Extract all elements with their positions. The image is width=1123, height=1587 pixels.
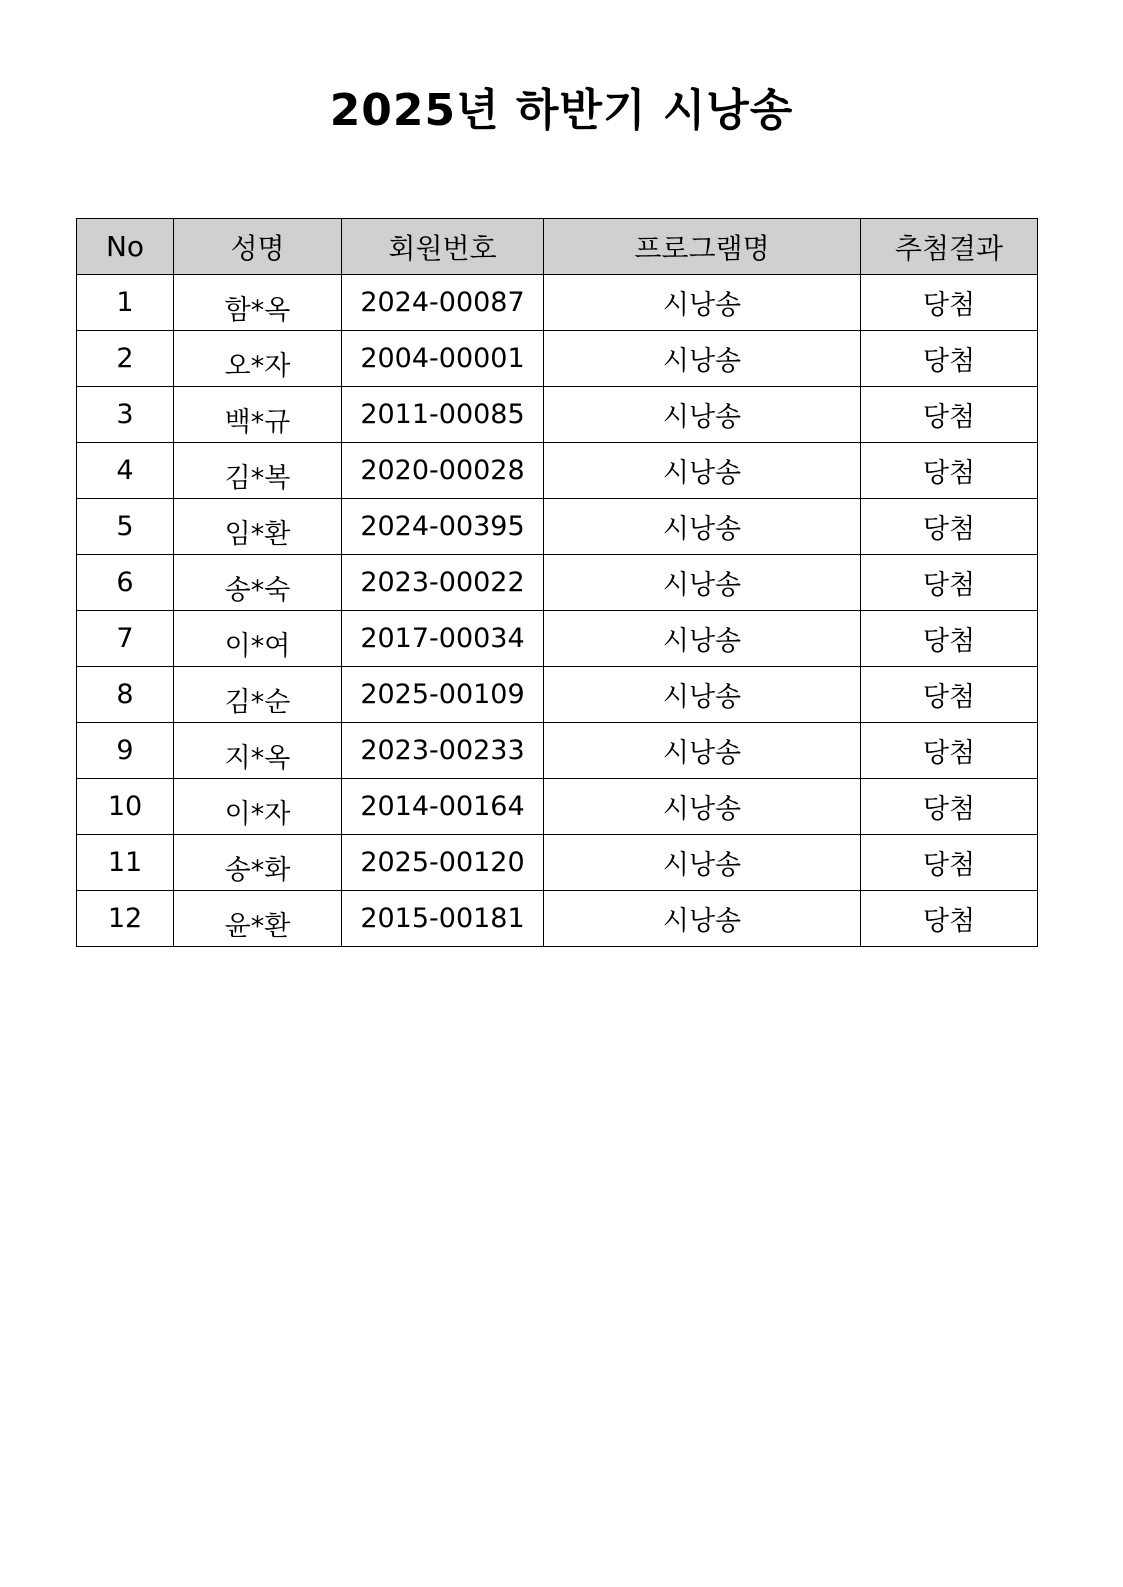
table-row [77, 443, 1038, 499]
cell-result: 당첨 [861, 611, 1038, 667]
table-row [77, 275, 1038, 331]
cell-no: 12 [77, 891, 174, 947]
cell-no: 8 [77, 667, 174, 723]
cell-member-id: 2024-00395 [342, 499, 544, 555]
cell-member-id: 2023-00022 [342, 555, 544, 611]
cell-member-id: 2020-00028 [342, 443, 544, 499]
cell-program: 시낭송 [544, 723, 861, 779]
cell-result: 당첨 [861, 275, 1038, 331]
header-name: 성명 [174, 219, 342, 275]
cell-name: 지*옥 [174, 723, 342, 779]
cell-name: 송*숙 [174, 555, 342, 611]
cell-member-id: 2011-00085 [342, 387, 544, 443]
cell-result: 당첨 [861, 779, 1038, 835]
cell-program: 시낭송 [544, 835, 861, 891]
cell-result: 당첨 [861, 331, 1038, 387]
table-row [77, 331, 1038, 387]
table-row [77, 779, 1038, 835]
cell-result: 당첨 [861, 667, 1038, 723]
cell-no: 9 [77, 723, 174, 779]
cell-no: 3 [77, 387, 174, 443]
cell-program: 시낭송 [544, 331, 861, 387]
table-row [77, 555, 1038, 611]
cell-name: 임*환 [174, 499, 342, 555]
header-program: 프로그램명 [544, 219, 861, 275]
cell-program: 시낭송 [544, 555, 861, 611]
table-row [77, 891, 1038, 947]
cell-member-id: 2025-00120 [342, 835, 544, 891]
cell-no: 2 [77, 331, 174, 387]
table-row [77, 835, 1038, 891]
cell-no: 7 [77, 611, 174, 667]
cell-program: 시낭송 [544, 499, 861, 555]
cell-name: 윤*환 [174, 891, 342, 947]
table-row [77, 723, 1038, 779]
cell-name: 이*자 [174, 779, 342, 835]
cell-program: 시낭송 [544, 611, 861, 667]
header-result: 추첨결과 [861, 219, 1038, 275]
cell-no: 4 [77, 443, 174, 499]
cell-result: 당첨 [861, 387, 1038, 443]
cell-name: 함*옥 [174, 275, 342, 331]
cell-name: 송*화 [174, 835, 342, 891]
table-header-row [77, 219, 1038, 275]
cell-result: 당첨 [861, 499, 1038, 555]
cell-program: 시낭송 [544, 891, 861, 947]
cell-program: 시낭송 [544, 443, 861, 499]
cell-no: 5 [77, 499, 174, 555]
cell-member-id: 2004-00001 [342, 331, 544, 387]
cell-member-id: 2023-00233 [342, 723, 544, 779]
cell-member-id: 2014-00164 [342, 779, 544, 835]
cell-no: 10 [77, 779, 174, 835]
cell-member-id: 2015-00181 [342, 891, 544, 947]
cell-result: 당첨 [861, 443, 1038, 499]
header-no: No [77, 219, 174, 275]
cell-no: 11 [77, 835, 174, 891]
cell-name: 김*순 [174, 667, 342, 723]
cell-program: 시낭송 [544, 275, 861, 331]
page-title: 2025년 하반기 시낭송 [329, 85, 794, 136]
table-row [77, 611, 1038, 667]
cell-member-id: 2017-00034 [342, 611, 544, 667]
cell-member-id: 2025-00109 [342, 667, 544, 723]
cell-member-id: 2024-00087 [342, 275, 544, 331]
table-row [77, 499, 1038, 555]
table-row [77, 387, 1038, 443]
cell-name: 김*복 [174, 443, 342, 499]
cell-name: 오*자 [174, 331, 342, 387]
cell-result: 당첨 [861, 723, 1038, 779]
cell-result: 당첨 [861, 891, 1038, 947]
cell-no: 6 [77, 555, 174, 611]
cell-name: 백*규 [174, 387, 342, 443]
cell-no: 1 [77, 275, 174, 331]
lottery-result-table [76, 218, 1038, 947]
cell-program: 시낭송 [544, 779, 861, 835]
header-member-id: 회원번호 [342, 219, 544, 275]
cell-program: 시낭송 [544, 387, 861, 443]
cell-program: 시낭송 [544, 667, 861, 723]
cell-result: 당첨 [861, 835, 1038, 891]
table-row [77, 667, 1038, 723]
cell-result: 당첨 [861, 555, 1038, 611]
cell-name: 이*여 [174, 611, 342, 667]
